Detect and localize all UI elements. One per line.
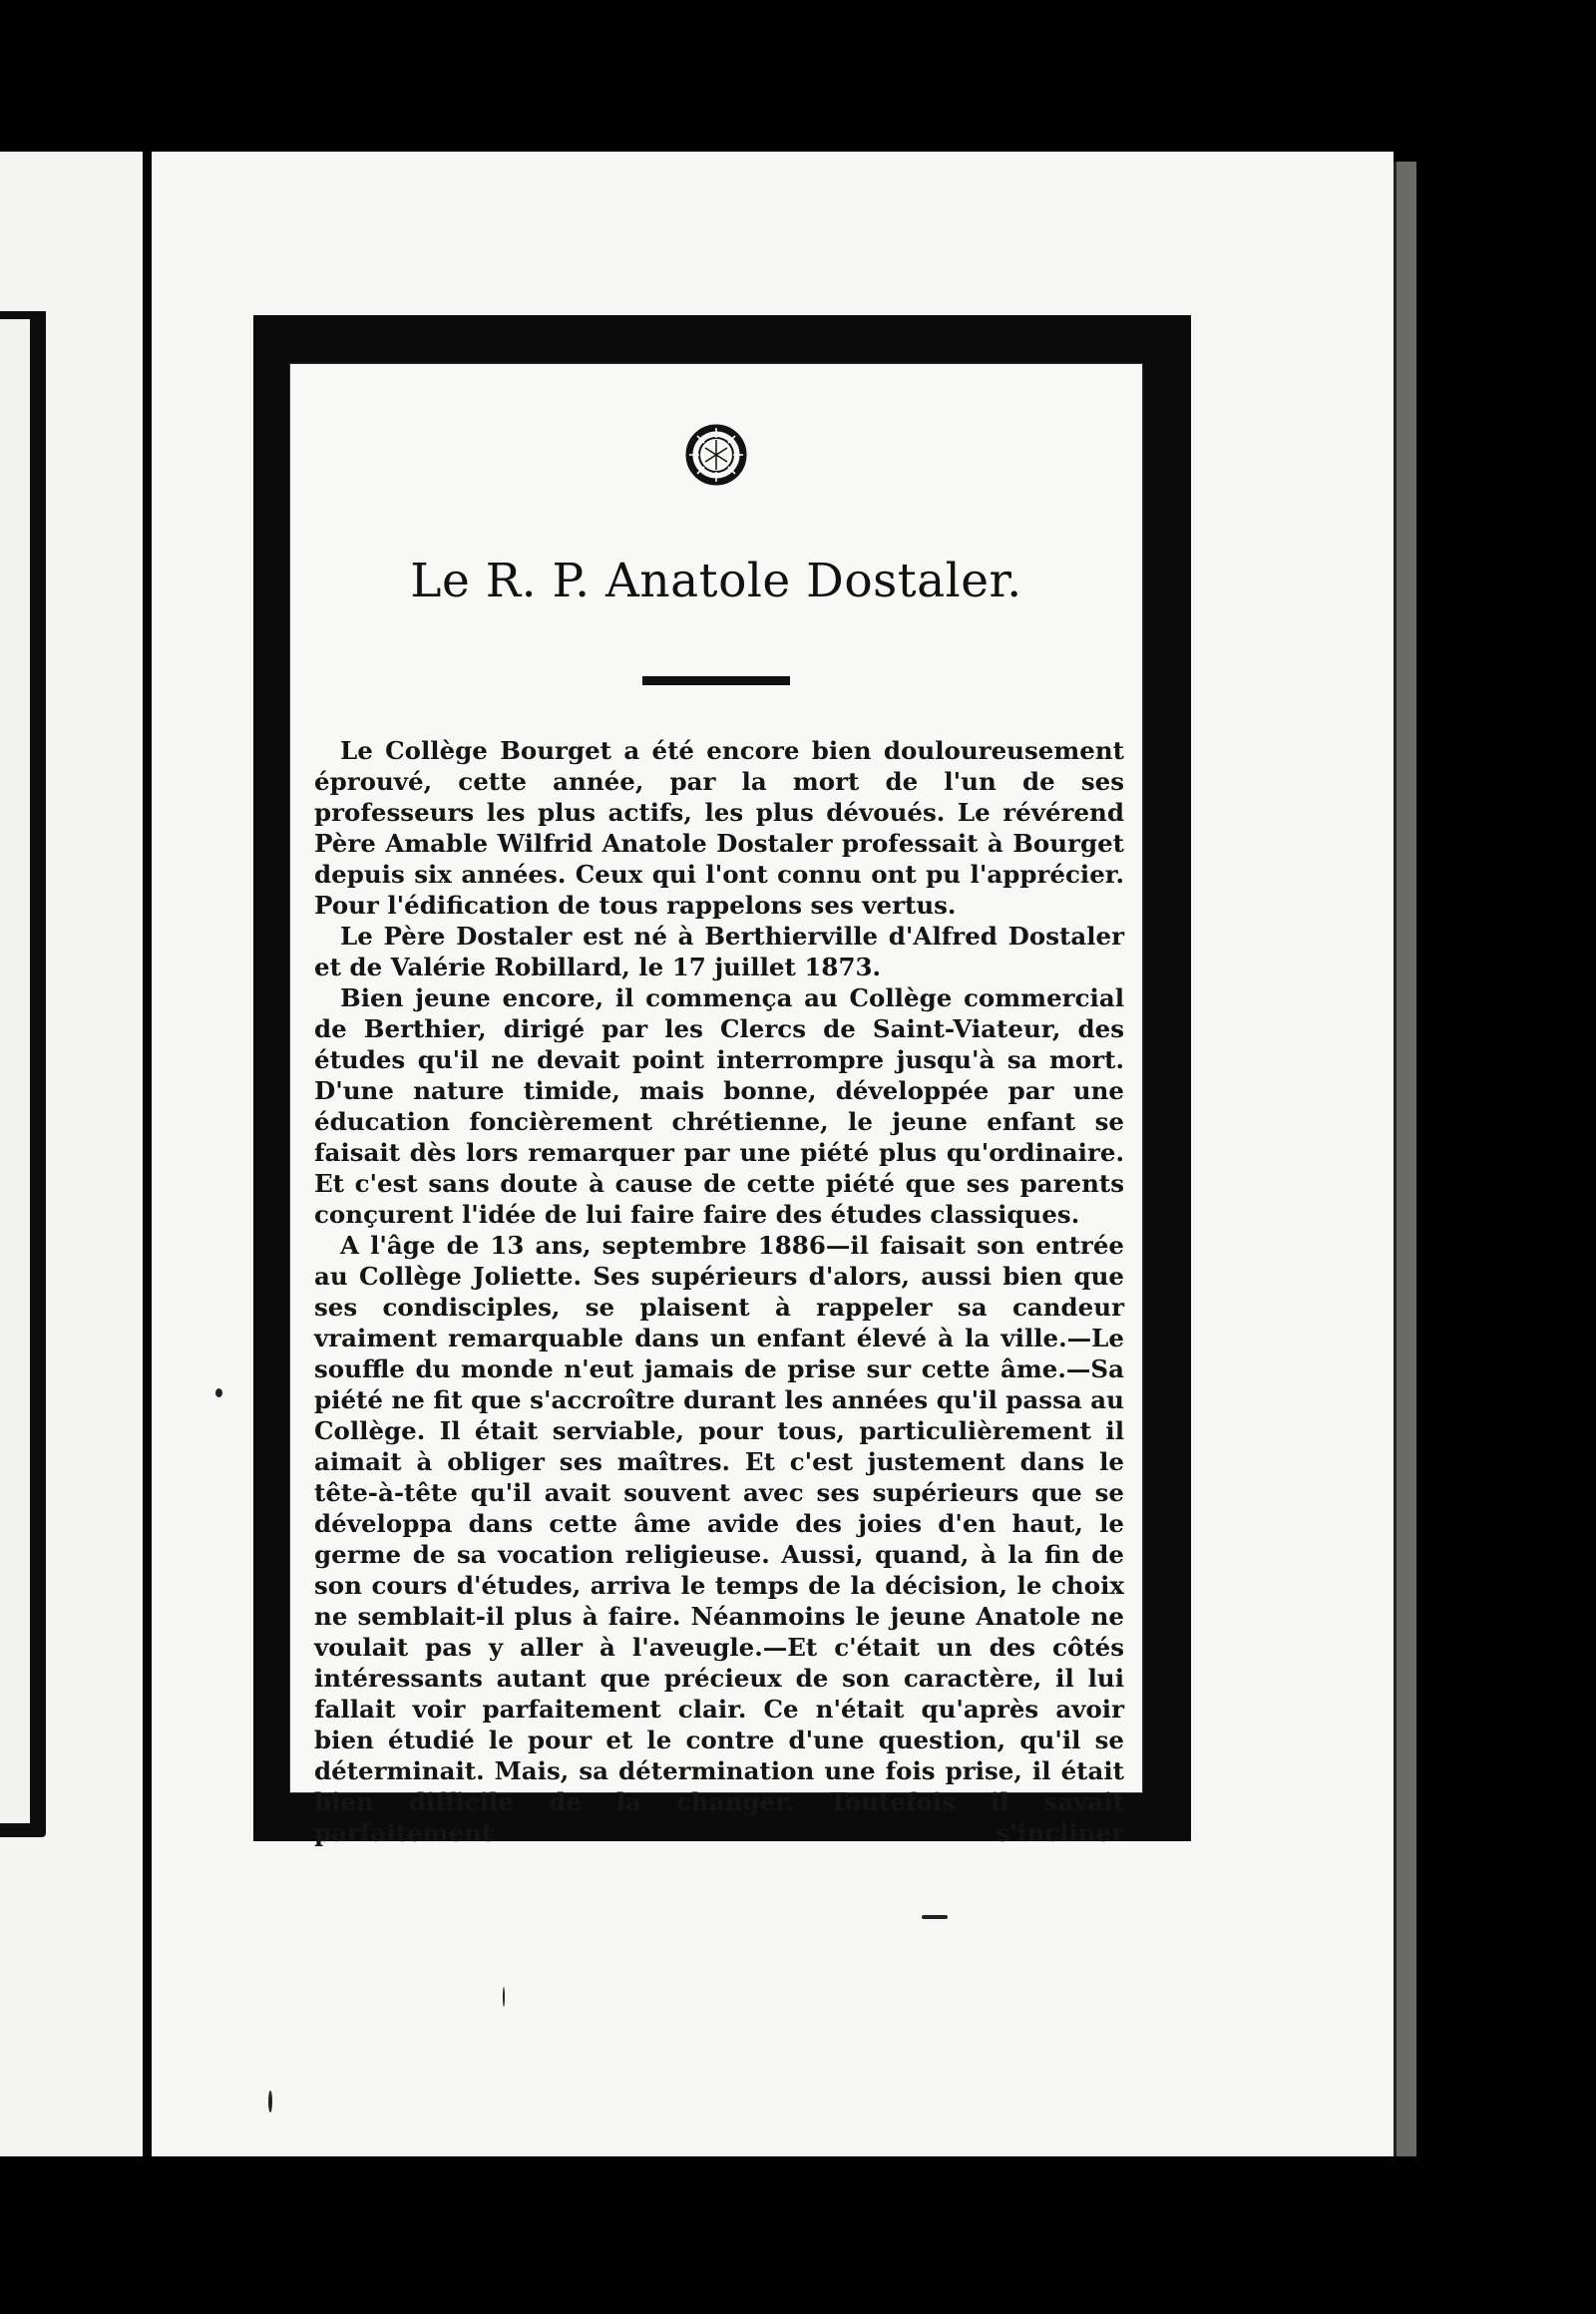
paragraph: Bien jeune encore, il commença au Collège commercial de Berthier, dirigé par les Clercs de Saint-Viateur, des études qu'il ne devait point interrompre jusqu'à sa mort. D'une nature timide, mais bonne, développée par une éducation foncièrement chrétienne, le jeune enfant se faisait dès lors remarquer par une piété plus qu'ordinaire. Et c'est sans doute à cause de cette piété que ses parents conçurent l'idée de lui faire faire des études classiques. bbox=[314, 983, 1124, 1229]
ink-mark bbox=[268, 2091, 272, 2113]
page-title: Le R. P. Anatole Dostaler. bbox=[410, 554, 1022, 608]
ink-mark bbox=[922, 1915, 948, 1919]
page-edge bbox=[1394, 162, 1416, 2156]
adjacent-mourning-frame bbox=[0, 311, 46, 1837]
title-rule bbox=[642, 676, 790, 685]
obituary-panel bbox=[289, 363, 1143, 1847]
article-body bbox=[314, 735, 1124, 1848]
ink-speck bbox=[215, 1388, 222, 1397]
wreath-ornament-icon bbox=[685, 424, 747, 486]
adjacent-left-page bbox=[0, 152, 150, 2156]
paragraph: Le Père Dostaler est né à Berthierville d'Alfred Dostaler et de Valérie Robillard, le 17 juillet 1873. bbox=[314, 922, 1124, 981]
page-gutter bbox=[143, 152, 152, 2156]
paragraph: A l'âge de 13 ans, septembre 1886—il faisait son entrée au Collège Joliette. Ses supérieurs d'alors, aussi bien que ses condisciples, se plaisent à rappeler sa candeur vraiment remarquable dans un enfant élevé à la ville.—Le souffle du monde n'eut jamais de prise sur cette âme.—Sa piété ne fit que s'accroître durant les années qu'il passa au Collège. Il était serviable, pour tous, particulièrement il aimait à obliger ses maîtres. Et c'est justement dans le tête-à-tête qu'il avait souvent avec ses supérieurs que se développa dans cette âme avide des joies d'en haut, le germe de sa vocation religieuse. Aussi, quand, à la fin de son cours d'études, arriva le temps de la décision, le choix ne semblait-il plus à faire. Néanmoins le jeune Anatole ne voulait pas y aller à l'aveugle.—Et c'était un des côtés intéressants autant que précieux de son caractère, il lui fallait voir parfaitement clair. Ce n'était qu'après avoir bien étudié le pour et le contre d'une question, qu'il se déterminait. Mais, sa détermination une fois prise, il était bien difficile de la changer. Toutefois il savait parfaitement s'incliner bbox=[314, 1231, 1124, 1847]
mourning-border bbox=[253, 315, 1191, 1847]
ink-mark bbox=[503, 1987, 505, 2007]
document-page bbox=[152, 152, 1394, 2156]
paragraph: Le Collège Bourget a été encore bien douloureusement éprouvé, cette année, par la mort de l'un de ses professeurs les plus actifs, les plus dévoués. Le révérend Père Amable Wilfrid Anatole Dostaler professait à Bourget depuis six années. Ceux qui l'ont connu ont pu l'apprécier. Pour l'édification de tous rappelons ses vertus. bbox=[314, 736, 1124, 920]
